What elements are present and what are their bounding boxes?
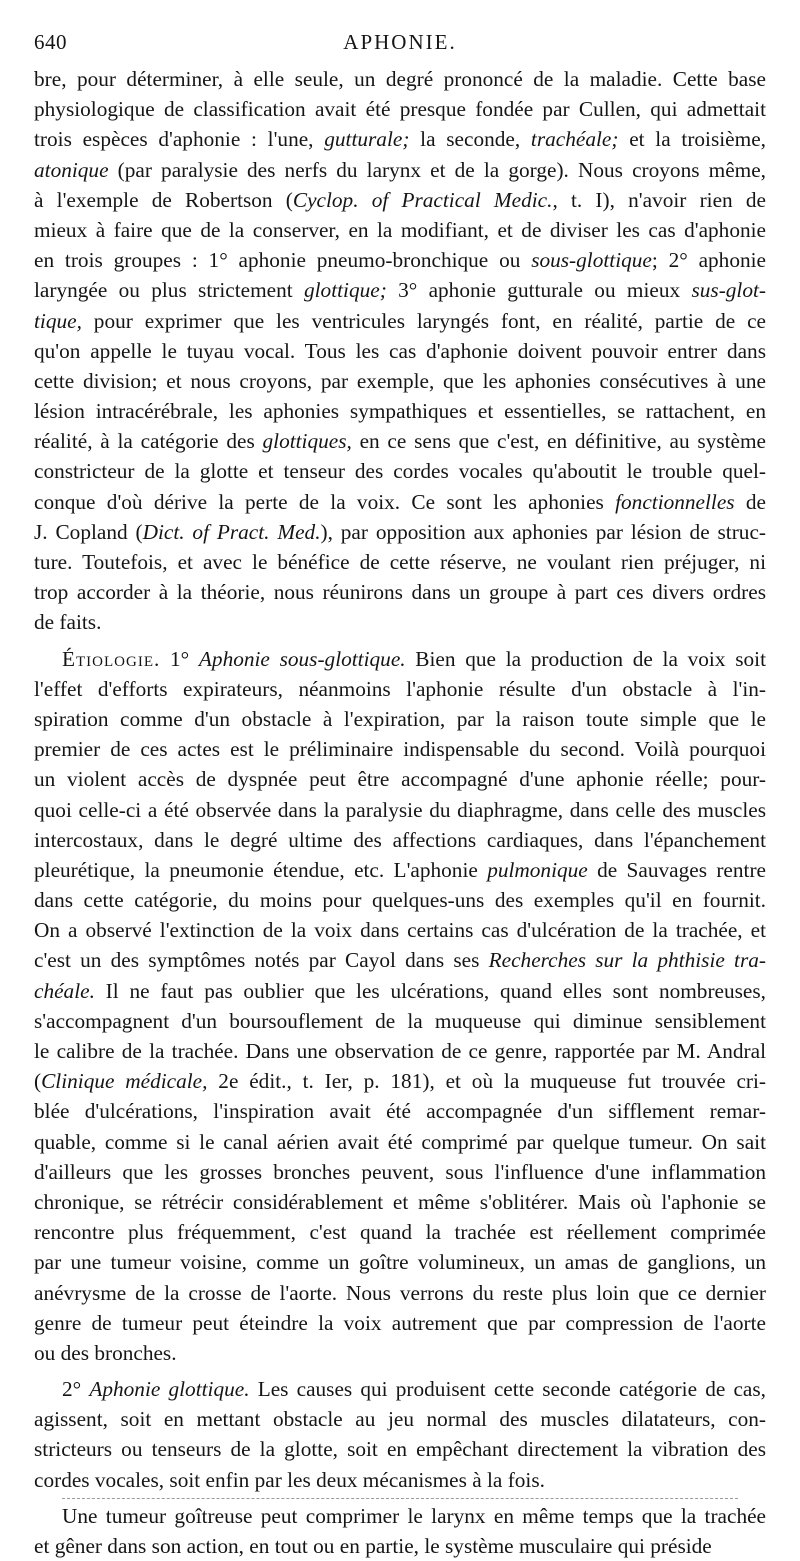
text-line (34, 1066, 766, 1096)
text-line (34, 1531, 766, 1561)
text-segment: un violent accès de dyspnée peut être accompagné d'une aphonie réelle; pour- (34, 767, 766, 792)
text-line (34, 1006, 766, 1036)
italic-segment: trachéale; (530, 127, 619, 152)
text-segment: ture. Toutefois, et avec le bénéfice de cette réserve, ne voulant rien préjuger, ni (34, 550, 766, 574)
text-line (34, 945, 766, 975)
text-segment: laryngée ou plus strictement (34, 278, 304, 303)
text-line (34, 1374, 766, 1404)
text-line (34, 644, 766, 674)
text-line (34, 396, 766, 426)
text-segment: blée d'ulcérations, l'inspiration avait été accompagnée d'un sifflement remar- (34, 1099, 766, 1124)
text-segment: anévrysme de la crosse de l'aorte. Nous verrons du reste plus loin que ce dernier (34, 1280, 766, 1305)
text-line (34, 1278, 766, 1308)
text-line (34, 825, 766, 855)
text-line (34, 1217, 766, 1247)
italic-segment: Clinique médicale, (41, 1069, 208, 1094)
text-line (34, 1187, 766, 1217)
italic-segment: sus-glot- (691, 278, 767, 303)
italic-segment: glottiques, (262, 429, 352, 454)
italic-segment: tique, (34, 308, 82, 333)
text-segment: c'est un des symptômes notés par Cayol dans ses (34, 948, 489, 973)
text-line (34, 1404, 766, 1434)
text-segment: d'ailleurs que les grosses bronches peuvent, sous l'influence d'une inflammation (34, 1159, 766, 1184)
text-line (34, 1308, 766, 1338)
text-line (34, 795, 766, 825)
text-segment: dans cette catégorie, du moins pour quelques-uns des exemples qu'il en fournit. (34, 888, 766, 913)
text-segment: stricteurs ou tenseurs de la glotte, soit en empêchant directement la vibration des (34, 1437, 766, 1462)
text-line (34, 1036, 766, 1066)
text-segment: quoi celle-ci a été observée dans la paralysie du diaphragme, dans celle des muscles (34, 797, 766, 822)
page-number: 640 (34, 30, 67, 54)
text-line (34, 1434, 766, 1464)
text-line (34, 764, 766, 794)
text-segment: On a observé l'extinction de la voix dans certains cas d'ulcération de la trachée, et (34, 918, 766, 943)
text-line (34, 64, 766, 94)
text-line (34, 1127, 766, 1157)
text-segment: physiologique de classification avait été presque fondée par Cullen, qui admettait (34, 97, 766, 122)
text-line (34, 1247, 766, 1277)
text-line (34, 1096, 766, 1126)
text-line (34, 704, 766, 734)
italic-segment: Dict. of Pract. Med. (142, 519, 321, 544)
text-line (34, 245, 766, 275)
text-segment: chronique, se rétrécir considérablement et même s'oblitérer. Mais où l'aphonie se (34, 1189, 766, 1214)
text-segment: ; 2° aphonie (651, 248, 766, 273)
italic-segment: Recherches sur la phthisie tra- (488, 948, 766, 973)
text-segment: Bien que la production de la voix soit (405, 646, 766, 671)
page-header (34, 30, 766, 60)
text-segment: pleurétique, la pneumonie étendue, etc. L'aphonie (34, 857, 488, 882)
text-line (34, 124, 766, 154)
italic-segment: Aphonie glottique. (89, 1377, 250, 1402)
text-segment: à l'exemple de Robertson ( (34, 187, 293, 212)
text-segment: 1° (160, 646, 199, 671)
italic-segment: pulmonique (487, 857, 588, 882)
italic-segment: gutturale; (324, 127, 410, 152)
text-segment: par une tumeur voisine, comme un goître volumineux, un amas de ganglions, un (34, 1250, 766, 1275)
text-segment: de (734, 489, 766, 514)
text-segment: spiration comme d'un obstacle à l'expiration, par la raison toute simple que le (34, 706, 766, 731)
text-line (34, 185, 766, 215)
text-segment: genre de tumeur peut éteindre la voix autrement que par compression de l'aorte (34, 1310, 766, 1335)
text-line (34, 155, 766, 185)
text-segment: trois espèces d'aphonie : l'une, (34, 127, 325, 152)
text-segment: Il ne faut pas oublier que les ulcérations, quand elles sont nombreuses, (94, 978, 766, 1003)
text-segment: s'accompagnent d'un boursouflement de la muqueuse qui diminue sensiblement (34, 1008, 766, 1033)
text-line (34, 1465, 766, 1495)
text-line (34, 915, 766, 945)
text-segment: 2e édit., t. Ier, p. 181), et où la muqueuse fut trouvée cri- (207, 1069, 766, 1094)
text-line (34, 336, 766, 366)
text-line (34, 674, 766, 704)
text-line (34, 366, 766, 396)
text-line (34, 306, 766, 336)
text-segment: constricteur de la glotte et tenseur des cordes vocales qu'aboutit le trouble quel- (34, 459, 766, 484)
text-segment: mieux à faire que de la conserver, en la modifiant, et de diviser les cas d'aphonie (34, 217, 766, 242)
text-segment: ou des bronches. (34, 1340, 177, 1365)
italic-segment: Cyclop. of Practical Medic. (292, 187, 553, 212)
text-segment: Les causes qui produisent cette seconde catégorie de cas, (249, 1377, 766, 1402)
text-line (34, 1501, 766, 1531)
text-segment: le calibre de la trachée. Dans une observation de ce genre, rapportée par M. Andral (34, 1039, 766, 1063)
text-segment: 2° (62, 1377, 90, 1402)
italic-segment: sous-glottique (531, 248, 652, 273)
text-line (34, 517, 766, 547)
text-segment: rencontre plus fréquemment, c'est quand la trachée est réellement comprimée (34, 1220, 766, 1245)
text-line (34, 885, 766, 915)
text-line (34, 1338, 766, 1368)
text-segment: en trois groupes : 1° aphonie pneumo-bronchique ou (34, 248, 532, 273)
italic-segment: Aphonie sous-glottique. (198, 646, 406, 671)
italic-segment: fonctionnelles (615, 489, 735, 514)
text-segment: Une tumeur goîtreuse peut comprimer le larynx en même temps que la trachée (62, 1503, 766, 1528)
text-line (34, 607, 766, 637)
text-line (34, 577, 766, 607)
text-segment: de Sauvages rentre (587, 857, 766, 882)
text-segment: qu'on appelle le tuyau vocal. Tous les cas d'aphonie doivent pouvoir entrer dans (34, 338, 766, 363)
text-segment: réalité, à la catégorie des (34, 429, 263, 454)
text-segment: cordes vocales, soit enfin par les deux mécanismes à la fois. (34, 1467, 545, 1492)
text-line (34, 456, 766, 486)
footer-rule (62, 1498, 738, 1499)
text-segment: 3° aphonie gutturale ou mieux (386, 278, 692, 303)
text-segment: agissent, soit en mettant obstacle au jeu normal des muscles dilatateurs, con- (34, 1407, 766, 1432)
text-segment: cette division; et nous croyons, par exemple, que les aphonies consécutives à une (34, 368, 766, 393)
text-line (34, 734, 766, 764)
italic-segment: glottique; (303, 278, 387, 303)
text-line (34, 855, 766, 885)
text-segment: quable, comme si le canal aérien avait été comprimé par quelque tumeur. On sait (34, 1129, 766, 1154)
section-heading: Étiologie. (62, 646, 161, 671)
article-body (34, 64, 766, 1561)
text-segment: l'effet d'efforts expirateurs, néanmoins l'aphonie résulte d'un obstacle à l'in- (34, 676, 766, 701)
text-line (34, 426, 766, 456)
text-segment: et la troisième, (618, 127, 766, 152)
text-segment: J. Copland ( (34, 519, 143, 544)
text-segment: de faits. (34, 610, 102, 635)
text-line (34, 976, 766, 1006)
text-segment: (par paralysie des nerfs du larynx et de la gorge). Nous croyons même, (108, 157, 766, 182)
text-line (34, 275, 766, 305)
text-segment: , t. I), n'avoir rien de (552, 187, 766, 212)
text-segment: conque d'où dérive la perte de la voix. Ce sont les aphonies (34, 489, 616, 514)
text-segment: pour exprimer que les ventricules laryngés font, en réalité, partie de ce (81, 308, 766, 333)
text-segment: bre, pour déterminer, à elle seule, un degré prononcé de la maladie. Cette base (34, 67, 766, 91)
text-line (34, 94, 766, 124)
text-segment: trop accorder à la théorie, nous réunirons dans un groupe à part ces divers ordres (34, 580, 766, 605)
text-segment: en ce sens que c'est, en définitive, au système (351, 429, 766, 454)
text-segment: lésion intracérébrale, les aphonies sympathiques et essentielles, se rattachent, en (34, 399, 766, 424)
text-segment: premier de ces actes est le préliminaire indispensable du second. Voilà pourquoi (34, 737, 766, 762)
text-segment: ), par opposition aux aphonies par lésion de struc- (320, 519, 766, 544)
italic-segment: atonique (34, 157, 109, 182)
text-segment: ( (34, 1069, 42, 1094)
text-segment: et gêner dans son action, en tout ou en partie, le système musculaire qui préside (34, 1534, 712, 1558)
text-line (34, 215, 766, 245)
italic-segment: chéale. (34, 978, 95, 1003)
running-title: APHONIE. (343, 30, 457, 54)
text-line (34, 547, 766, 577)
text-line (34, 1157, 766, 1187)
text-segment: la seconde, (409, 127, 531, 152)
text-segment: intercostaux, dans le degré ultime des affections cardiaques, dans l'épanchement (34, 827, 766, 852)
text-line (34, 487, 766, 517)
